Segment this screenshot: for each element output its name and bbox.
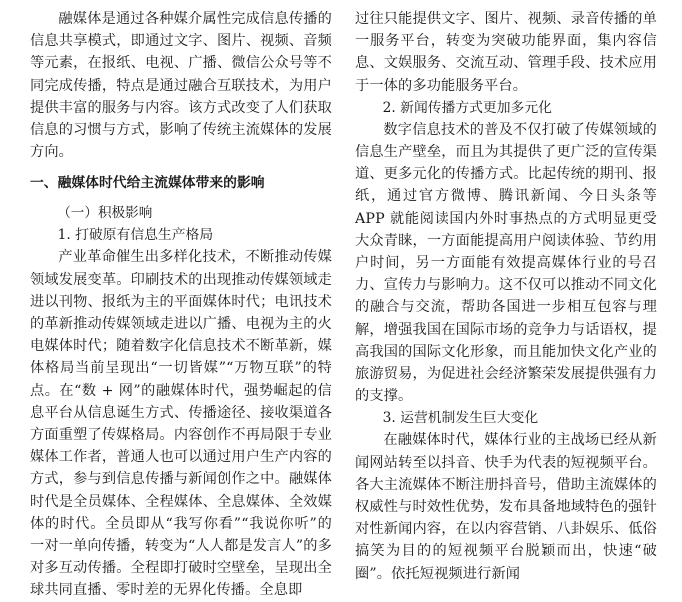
subsection-heading: （一）积极影响 [57, 205, 153, 222]
item3-heading: 3. 运营机制发生巨大变化 [382, 410, 539, 427]
item2-paragraph: 数字信息技术的普及不仅打破了传媒领域的信息生产壁垒，而且为其提供了更广泛的宣传渠道、更多元化的传播方式。比起传统的期刊、报纸，通过官方微博、腾讯新闻、今日头条等 APP 就能阅读国内外时事热点的方式明显更受大众青睐，一方面能提高用户阅读体验、节约用户时间，另一方面能有效提高媒体行业的号召力、宣传力与影响力。这不仅可以推动不同文化的融合与交流，帮助各国进一步相互包容与理解，增强我国在国际市场的竞争力与话语权，提高我国的国际文化形象，而且能加快文化产业的旅游贸易，为促进社会经济繁荣发展提供强有力的支撑。 [355, 121, 657, 405]
right-column [355, 8, 657, 585]
section-heading: 一、融媒体时代给主流媒体带来的影响 [30, 175, 265, 192]
item1-heading: 1. 打破原有信息生产格局 [57, 227, 214, 244]
item2-heading: 2. 新闻传播方式更加多元化 [382, 99, 552, 116]
left-column [30, 8, 332, 602]
intro-paragraph: 融媒体是通过各种媒介属性完成信息传播的信息共享模式，即通过文字、图片、视频、音频等元素，在报纸、电视、广播、微信公众号等不同完成传播，特点是通过融合互联技术，为用户提供丰富的服务与内容。该方式改变了人们获取信息的习惯与方式，影响了传统主流媒体的发展方向。 [30, 11, 332, 161]
item1-paragraph: 产业革命催生出多样化技术，不断推动传媒领域发展变革。印刷技术的出现推动传媒领域走进以刊物、报纸为主的平面媒体时代；电讯技术的革新推动传媒领域走进以广播、电视为主的火电媒体时代；随着数字化信息技术不断革新，媒体格局当前呈现出“一切皆媒”“万物互联”的特点。在“数 + 网”的融媒体时代，强势崛起的信息平台从信息诞生方式、传播途径、接收渠道各方面重塑了传媒格局。内容创作不再局限于专业媒体工作者，普通人也可以通过用户生产内容的方式，参与到信息传播与新闻创作之中。融媒体时代是全员媒体、全程媒体、全息媒体、全效媒体的时代。全员即从“我写你看”“我说你听”的一对一单向传播，转变为“人人都是发言人”的多对多互动传播。全程即打破时空壁垒，呈现出全球共同直播、零时差的无界化传播。全息即 [30, 249, 332, 599]
item3-paragraph: 在融媒体时代，媒体行业的主战场已经从新闻网站转至以抖音、快手为代表的短视频平台。各大主流媒体不断注册抖音号，借助主流媒体的权威性与时效性优势，发布具备地域特色的强针对性新闻内容，在以内容营销、八卦娱乐、低俗搞笑为目的的短视频平台脱颖而出，快速“破圈”。依托短视频进行新闻 [355, 432, 657, 582]
continued-paragraph: 过往只能提供文字、图片、视频、录音传播的单一服务平台，转变为突破功能界面，集内容信息、文娱服务、交流互动、管理手段、技术应用于一体的多功能服务平台。 [355, 11, 657, 94]
